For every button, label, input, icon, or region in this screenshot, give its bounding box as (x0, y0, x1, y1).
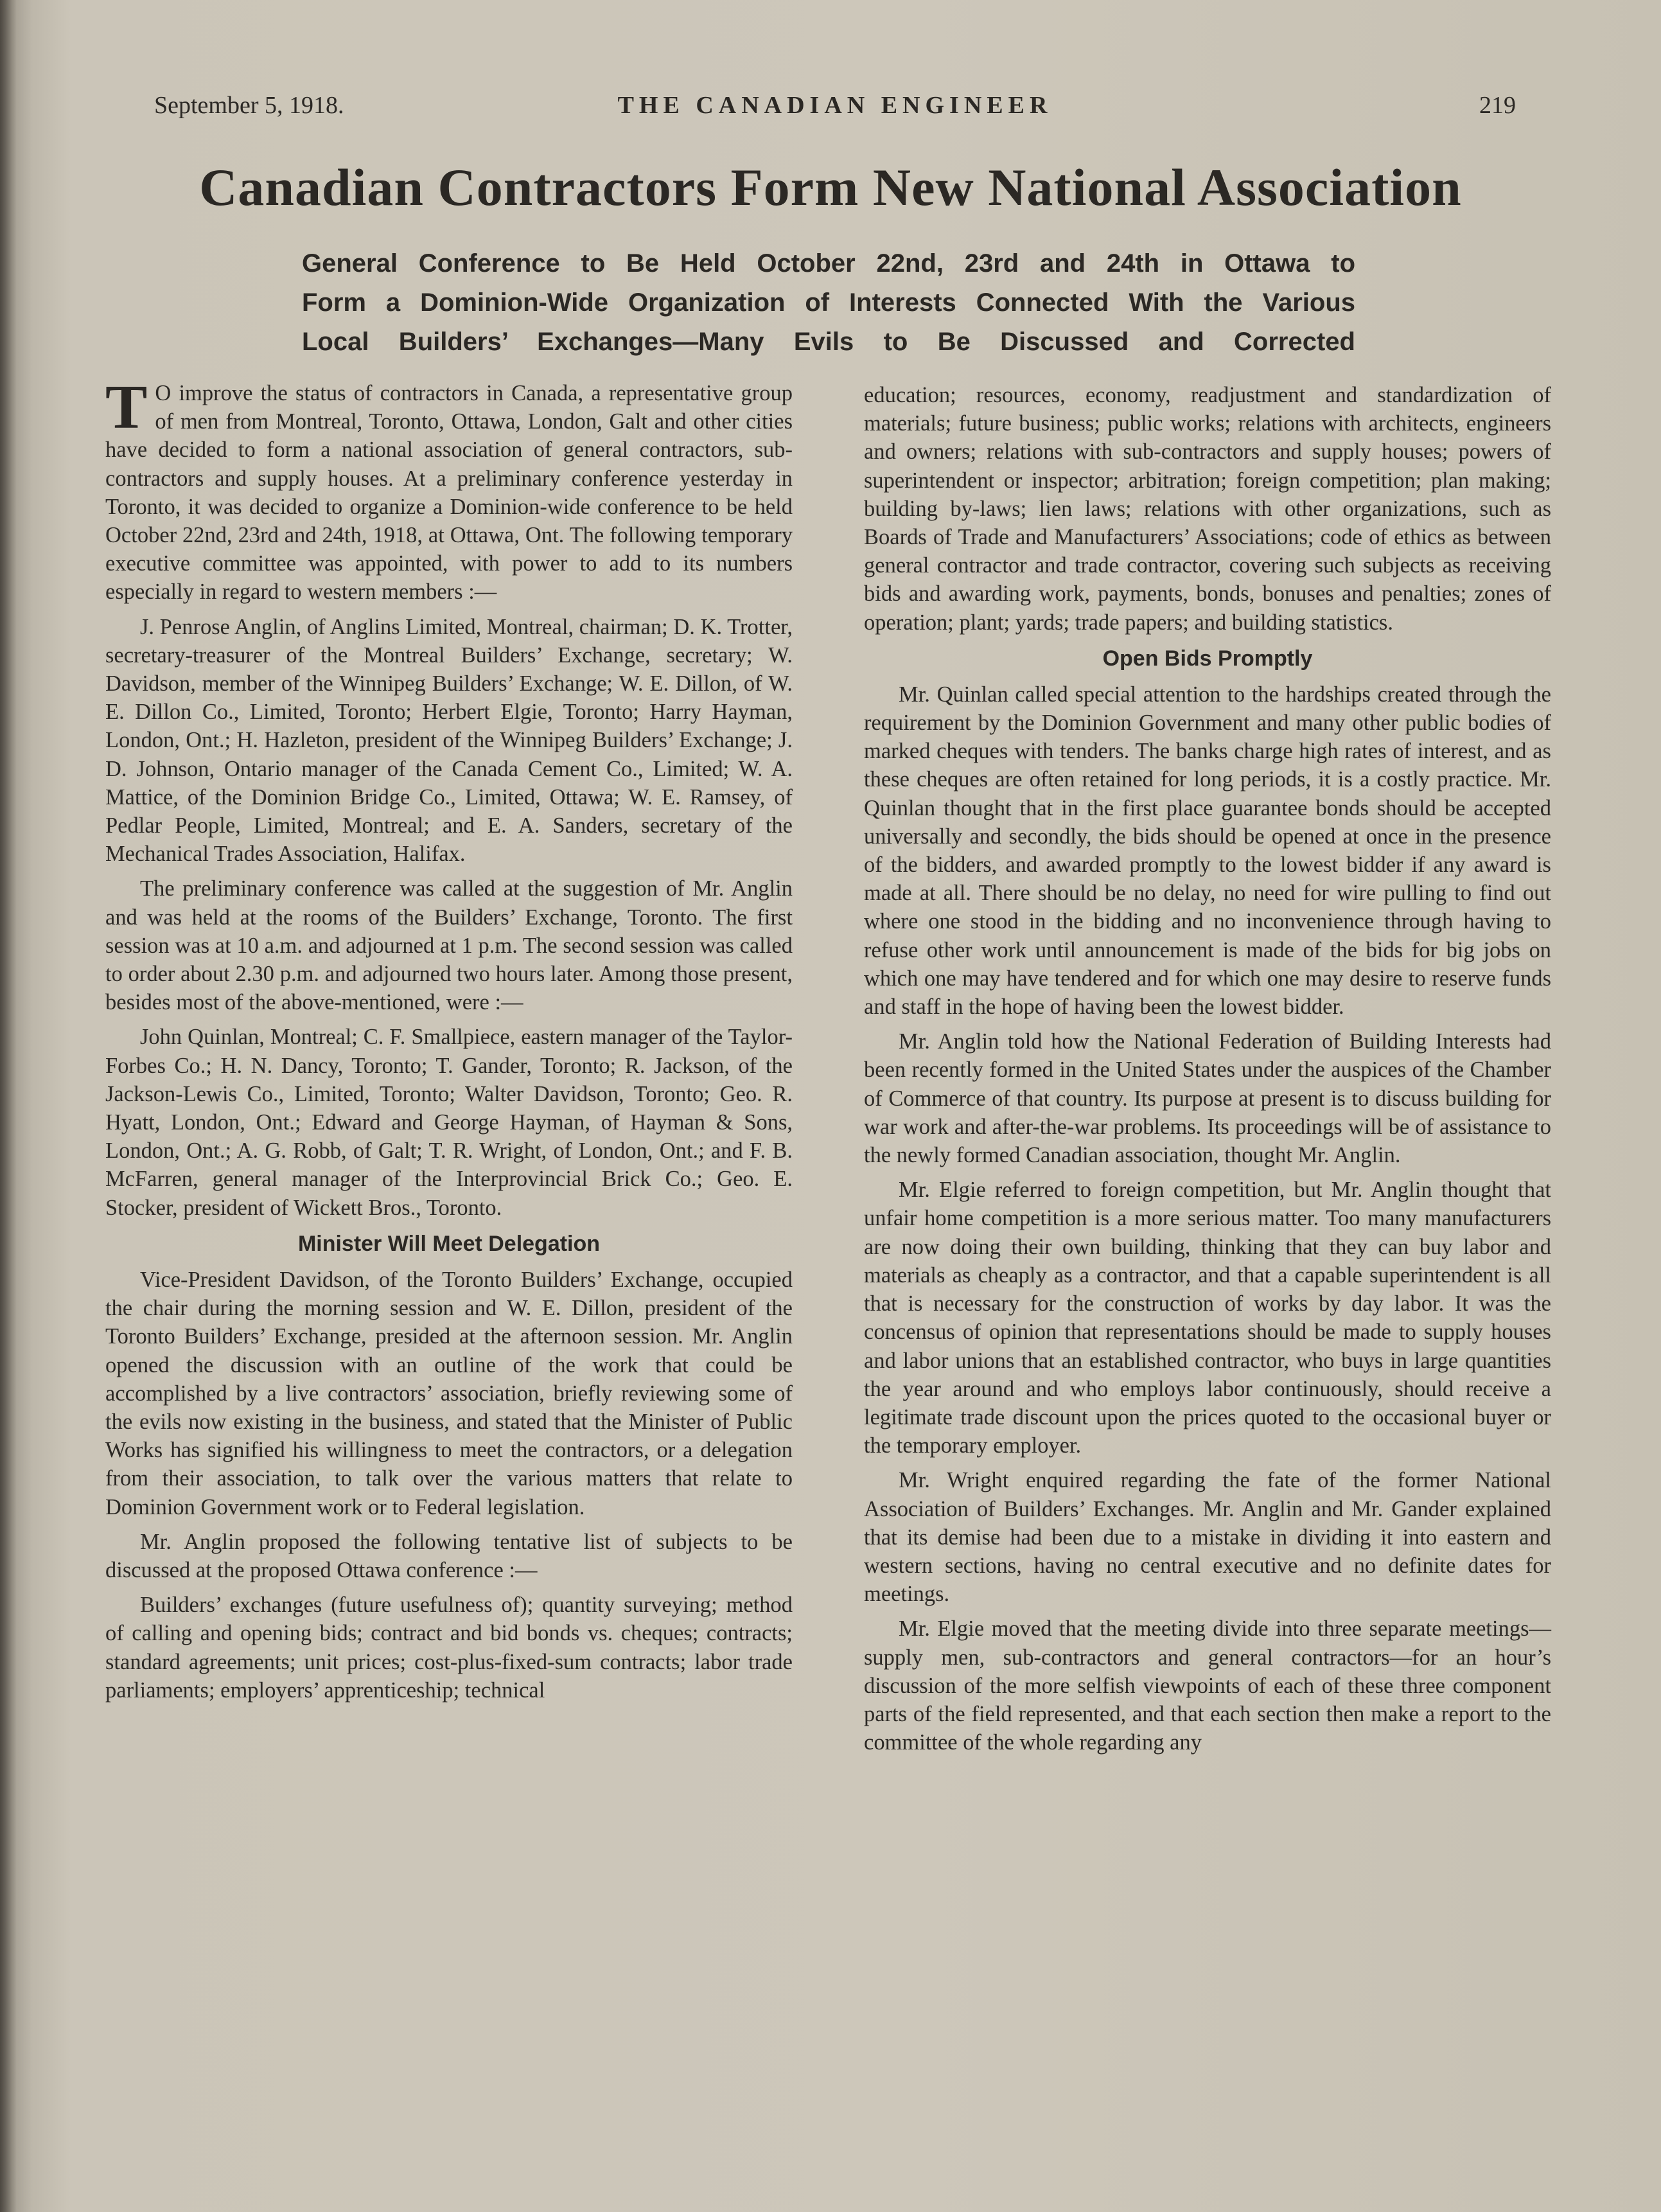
right-column (864, 381, 1551, 1763)
body-paragraph: Mr. Elgie referred to foreign competition, but Mr. Anglin thought that unfair home competition is a more serious matter. Too many manufacturers are now doing their own building, thinking that they can buy labor and materials as cheaply as a contractor, and that a capable superintendent is all that is necessary for the construction of works by day labor. It was the concensus of opinion that representations should be made to supply houses and labor unions that an established contractor, who buys in large quantities the year around and who employs labor continuously, should receive a legitimate trade discount upon the prices quoted to the occasional buyer or the temporary employer. (864, 1178, 1551, 1458)
drop-cap: T (105, 373, 148, 442)
body-paragraph: The preliminary conference was called at the suggestion of Mr. Anglin and was held at the rooms of the Builders’ Exchange, Toronto. The first session was at 10 a.m. and adjourned at 1 p.m. The second session was called to order about 2.30 p.m. and adjourned two hours later. Among those present, besides most of the above-mentioned, were :— (105, 876, 793, 1015)
body-paragraph: J. Penrose Anglin, of Anglins Limited, Montreal, chairman; D. K. Trotter, secretary-treasurer of the Montreal Builders’ Exchange, secretary; W. Davidson, member of the Winnipeg Builders’ Exchange; W. E. Dillon, of W. E. Dillon Co., Limited, Toronto; Herbert Elgie, Toronto; Harry Hayman, London, Ont.; H. Hazleton, president of the Winnipeg Builders’ Exchange; J. D. Johnson, Ontario manager of the Canada Cement Co., Limited; W. A. Mattice, of the Dominion Bridge Co., Limited, Ottawa; W. E. Ramsey, of Pedlar People, Limited, Montreal; and E. A. Sanders, secretary of the Mechanical Trades Association, Halifax. (105, 614, 793, 867)
body-paragraph: Mr. Elgie moved that the meeting divide into three separate meetings—supply men, sub-contractors and general contractors—for an hour’s discussion of the more selfish viewpoints of each of these three component parts of the field represented, and that each section then make a report to the committee of the whole regarding any (864, 1616, 1551, 1755)
section-subhead: Open Bids Promptly (1102, 646, 1313, 671)
article-headline: Canadian Contractors Form New National Association (199, 158, 1462, 217)
body-paragraph (105, 373, 793, 606)
section-subhead: Minister Will Meet Delegation (297, 1231, 601, 1256)
deck-line: General Conference to Be Held October 22nd, 23rd and 24th in Ottawa to (302, 249, 1355, 278)
body-paragraph: John Quinlan, Montreal; C. F. Smallpiece, eastern manager of the Taylor-Forbes Co.; H. N. Dancy, Toronto; T. Gander, Toronto; R. Jackson, of the Jackson-Lewis Co., Limited, Toronto; Walter Davidson, Toronto; Geo. R. Hyatt, London, Ont.; Edward and George Hayman, of Hayman & Sons, London, Ont.; A. G. Robb, of Galt; T. R. Wright, of London, Ont.; and F. B. McFarren, general manager of the Interprovincial Brick Co.; Geo. E. Stocker, president of Wickett Bros., Toronto. (105, 1025, 793, 1220)
paragraph-text: O improve the status of contractors in Canada, a representative group of men from Montreal, Toronto, Ottawa, London, Galt and other cities have decided to form a national association of general contractors, sub-contractors and supply houses. At a preliminary conference yesterday in Toronto, it was decided to organize a Dominion-wide conference to be held October 22nd, 23rd and 24th, 1918, at Ottawa, Ont. The following temporary executive committee was appointed, with power to add to its numbers especially in regard to western members :— (105, 381, 793, 605)
body-paragraph: Mr. Quinlan called special attention to the hardships created through the requirement by the Dominion Government and many other public bodies of marked cheques with tenders. The banks charge high rates of interest, and as these cheques are often retained for long periods, it is a costly practice. Mr. Quinlan thought that in the first place guarantee bonds should be accepted universally and secondly, the bids should be opened at once in the presence of the bidders, and awarded promptly to the lowest bidder if any award is made at all. There should be no delay, no need for wire pulling to find out where one stood in the bidding and no inconvenience through having to refuse other work until announcement is made of the bids for big jobs on which one may have tendered and for which one may desire to reserve funds and staff in the hope of having been the lowest bidder. (864, 682, 1551, 1020)
deck-line: Local Builders’ Exchanges—Many Evils to Be Discussed and Corrected (302, 328, 1355, 356)
issue-date: September 5, 1918. (154, 92, 344, 119)
page-number: 219 (1479, 92, 1516, 119)
body-paragraph: Mr. Wright enquired regarding the fate of the former National Association of Builders’ Exchanges. Mr. Anglin and Mr. Gander explained that its demise had been due to a mistake in dividing it into eastern and western sections, having no central executive and no definite dates for meetings. (864, 1468, 1551, 1607)
deck-line: Form a Dominion-Wide Organization of Interests Connected With the Various (302, 288, 1355, 317)
body-paragraph: Builders’ exchanges (future usefulness of); quantity surveying; method of calling and opening bids; contract and bid bonds vs. cheques; contracts; standard agreements; unit prices; cost-plus-fixed-sum contracts; labor trade parliaments; employers’ apprenticeship; technical (105, 1593, 793, 1703)
article-deck (302, 244, 1355, 362)
journal-title: THE CANADIAN ENGINEER (617, 92, 1053, 119)
body-paragraph: education; resources, economy, readjustment and standardization of materials; future business; public works; relations with architects, engineers and owners; relations with sub-contractors and supply houses; powers of superintendent or inspector; arbitration; foreign competition; plan making; building by-laws; lien laws; relations with other organizations, such as Boards of Trade and Manufacturers’ Associations; code of ethics as between general contractor and trade contractor, covering such subjects as receiving bids and awarding work, payments, bonds, bonuses and penalties; zones of operation; plant; yards; trade papers; and building statistics. (864, 383, 1551, 635)
body-paragraph: Mr. Anglin told how the National Federation of Building Interests had been recently formed in the United States under the auspices of the Chamber of Commerce of that country. Its purpose at present is to discuss building for war work and after-the-war problems. Its proceedings will be of assistance to the newly formed Canadian association, thought Mr. Anglin. (864, 1029, 1551, 1168)
left-column (105, 373, 793, 1711)
body-paragraph: Mr. Anglin proposed the following tentative list of subjects to be discussed at the proposed Ottawa conference :— (105, 1529, 793, 1582)
binding-shadow (0, 0, 17, 2212)
running-head (154, 91, 1516, 130)
body-paragraph: Vice-President Davidson, of the Toronto Builders’ Exchange, occupied the chair during the morning session and W. E. Dillon, president of the Toronto Builders’ Exchange, presided at the afternoon session. Mr. Anglin opened the discussion with an outline of the work that could be accomplished by a live contractors’ association, briefly reviewing some of the evils now existing in the business, and stated that the Minister of Public Works has signified his willingness to meet the contractors, or a delegation from their association, to talk over the various matters that relate to Dominion Government work or to Federal legislation. (105, 1267, 793, 1519)
